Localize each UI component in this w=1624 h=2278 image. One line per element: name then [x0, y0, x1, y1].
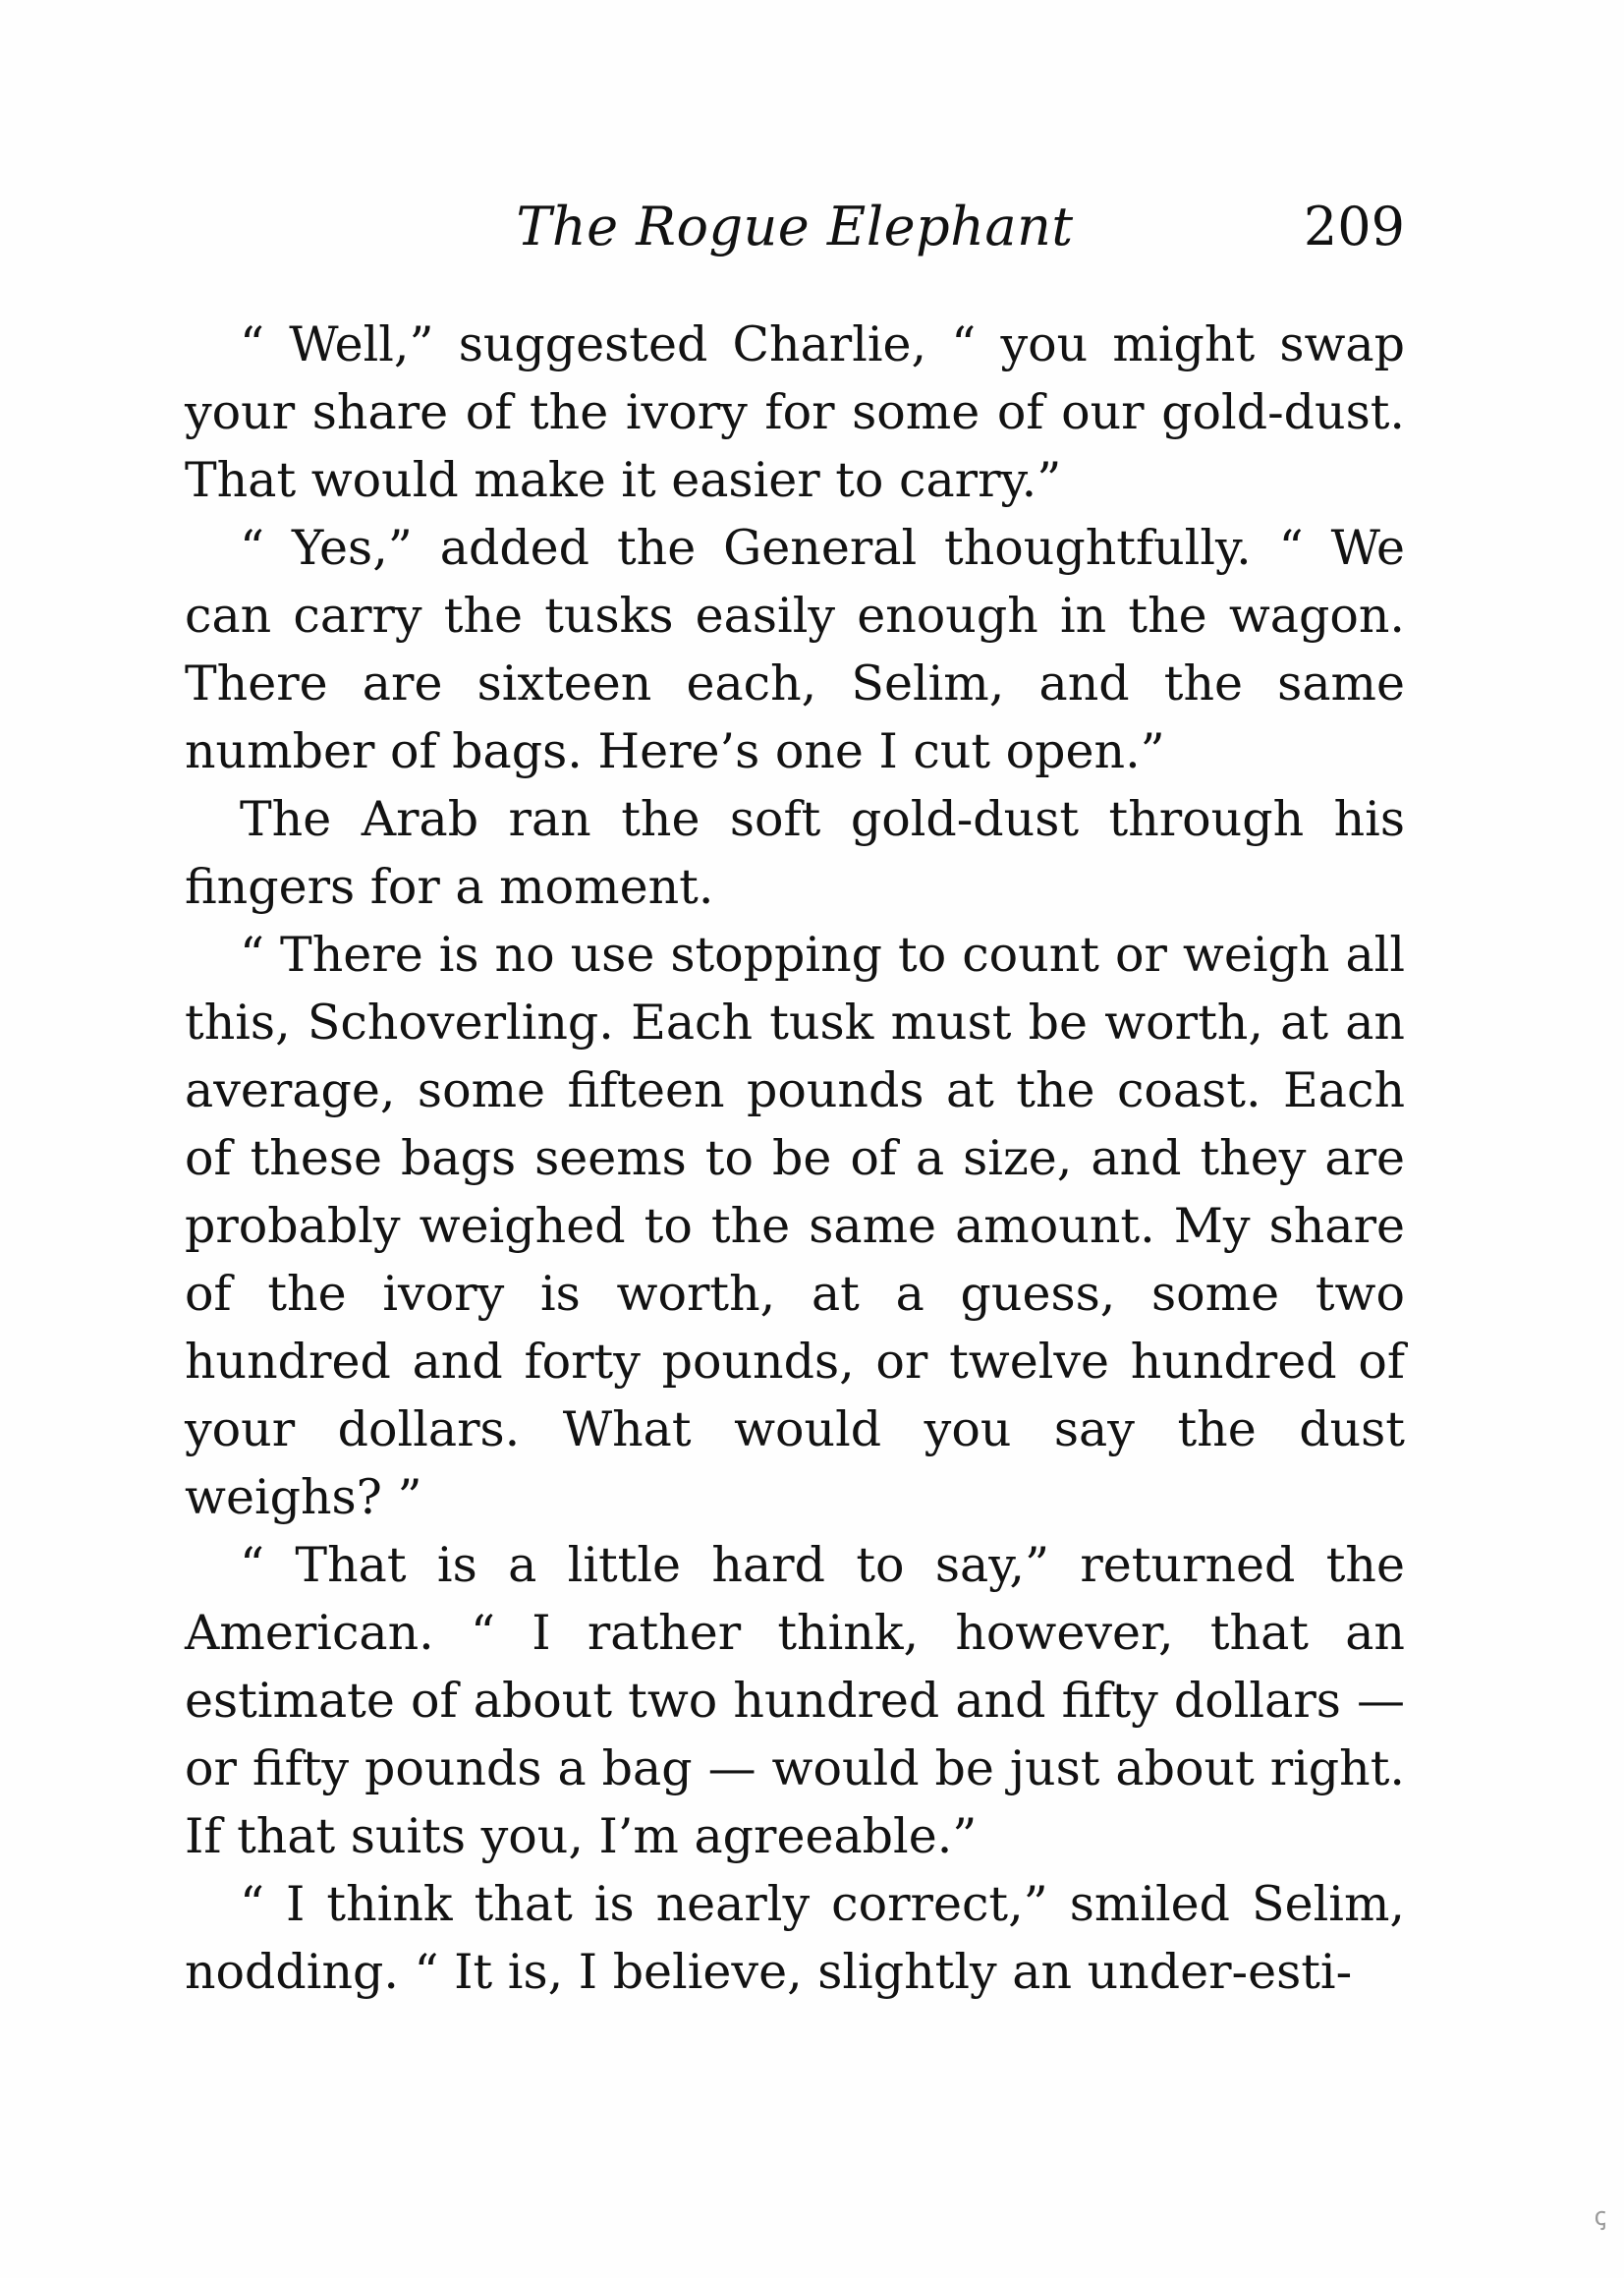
paragraph: “ I think that is nearly correct,” smiled Selim, nodding. “ It is, I believe, slightly an under-esti-: [185, 1876, 1405, 2000]
page-number: 209: [1303, 196, 1405, 257]
page-header: [185, 193, 1405, 261]
margin-mark: ꞔ: [1594, 2202, 1606, 2232]
paragraph: “ That is a little hard to say,” returned the American. “ I rather think, however, that an estimate of about two hundred and fifty dollars — or fifty pounds a bag — would be just about right. If that suits you, I’m agreeable.”: [185, 1537, 1405, 1864]
running-title: The Rogue Elephant: [516, 196, 1074, 257]
paragraph: “ Well,” suggested Charlie, “ you might swap your share of the ivory for some of our gold-dust. That would make it easier to carry.”: [185, 316, 1405, 508]
paragraph: The Arab ran the soft gold-dust through his fingers for a moment.: [185, 791, 1405, 915]
paragraph: “ Yes,” added the General thoughtfully. “ We can carry the tusks easily enough in the wagon. There are sixteen each, Selim, and the same number of bags. Here’s one I cut open.”: [185, 520, 1405, 779]
paragraph: “ There is no use stopping to count or weigh all this, Schoverling. Each tusk must be worth, at an average, some fifteen pounds at the coast. Each of these bags seems to be of a size, and they are probably weighed to the same amount. My share of the ivory is worth, at a guess, some two hundred and forty pounds, or twelve hundred of your dollars. What would you say the dust weighs? ”: [185, 927, 1405, 1525]
body-text: [185, 311, 1405, 2006]
